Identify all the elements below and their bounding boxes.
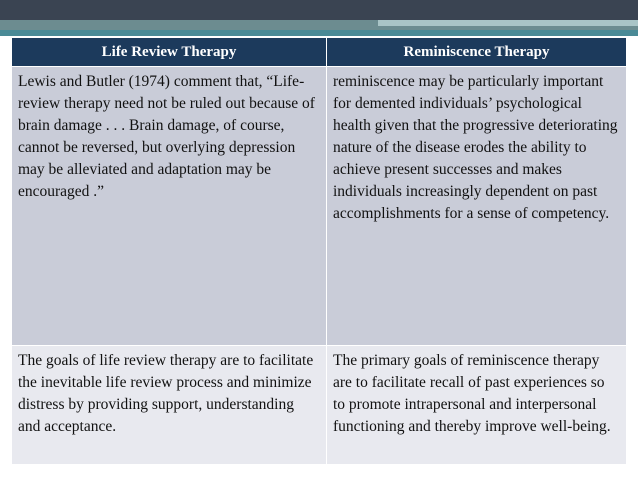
header-life-review-therapy: Life Review Therapy: [12, 38, 327, 67]
slide-accent-highlight: [378, 20, 638, 26]
table-row: [12, 346, 627, 465]
cell-life-review-goals: The goals of life review therapy are to facilitate the inevitable life review process and minimize distress by providing support, understanding and acceptance.: [12, 346, 327, 465]
comparison-table: [11, 37, 627, 465]
slide-top-bar: [0, 0, 638, 20]
table-header-row: [12, 38, 627, 67]
cell-reminiscence-dementia: reminiscence may be particularly important for demented individuals’ psychological health given that the progressive deteriorating nature of the disease erodes the ability to achieve present successes and makes individuals increasingly dependent on past accomplishments for a sense of competency.: [327, 67, 627, 346]
cell-reminiscence-goals: The primary goals of reminiscence therapy are to facilitate recall of past experiences so to promote intrapersonal and interpersonal functioning and thereby improve well-being.: [327, 346, 627, 465]
table-row: [12, 67, 627, 346]
cell-life-review-quote: Lewis and Butler (1974) comment that, “Life-review therapy need not be ruled out because of brain damage . . . Brain damage, of course, cannot be reversed, but overlying depression may be alleviated and adaptation may be encouraged .”: [12, 67, 327, 346]
slide-teal-strip: [0, 30, 638, 36]
header-reminiscence-therapy: Reminiscence Therapy: [327, 38, 627, 67]
